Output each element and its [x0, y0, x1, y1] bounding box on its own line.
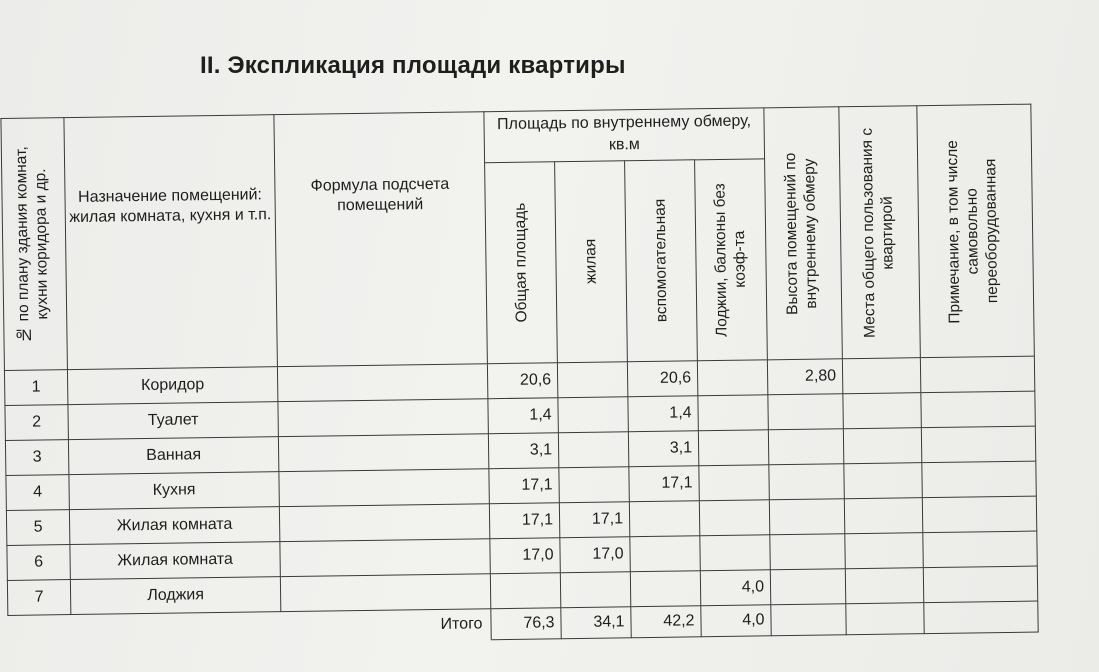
room-name: Ванная — [68, 437, 278, 475]
room-aux-area — [630, 571, 700, 607]
room-note — [922, 461, 1036, 498]
header-purpose: Назначение помещений: жилая комната, кухня и т.п. — [64, 115, 277, 370]
room-note — [922, 496, 1036, 533]
room-no: 1 — [4, 370, 67, 406]
room-no: 5 — [6, 510, 69, 546]
room-living-area — [558, 432, 628, 468]
room-total-area: 3,1 — [488, 433, 558, 469]
room-total-area: 17,0 — [490, 538, 560, 574]
room-total-area — [490, 573, 560, 609]
header-height: Высота помещений по внутреннему обмеру — [764, 107, 843, 360]
room-aux-area: 1,4 — [628, 396, 698, 432]
room-height — [770, 534, 845, 570]
room-height — [768, 429, 843, 465]
room-living-area: 17,1 — [559, 502, 629, 538]
header-common: Места общего пользования с квартирой — [839, 106, 921, 359]
header-loggias: Лоджии, балконы без коэф-та — [695, 159, 768, 361]
room-note — [921, 391, 1035, 428]
room-common — [843, 428, 921, 464]
room-total-area: 20,6 — [487, 363, 557, 399]
totals-aux-area: 42,2 — [631, 606, 701, 638]
room-aux-area — [630, 536, 700, 572]
room-common — [844, 498, 922, 534]
room-name: Туалет — [68, 402, 278, 440]
room-aux-area: 20,6 — [627, 361, 697, 397]
room-loggia-area — [698, 395, 768, 431]
room-formula — [277, 364, 487, 402]
room-no: 3 — [5, 440, 68, 476]
room-living-area — [559, 467, 629, 503]
room-common — [842, 358, 920, 394]
room-height: 2,80 — [767, 359, 842, 395]
room-total-area: 17,1 — [489, 503, 559, 539]
totals-label: Итого — [281, 609, 491, 643]
room-height — [768, 394, 843, 430]
room-aux-area: 3,1 — [628, 431, 698, 467]
room-no: 6 — [7, 545, 70, 581]
room-total-area: 17,1 — [489, 468, 559, 504]
room-no: 2 — [5, 405, 68, 441]
room-formula — [280, 574, 490, 612]
room-height — [769, 499, 844, 535]
header-note: Примечание, в том числе самовольно переоборудованная — [917, 104, 1035, 358]
room-note — [921, 426, 1035, 463]
explication-table — [0, 104, 1038, 647]
room-loggia-area — [699, 500, 769, 536]
totals-total-area: 76,3 — [491, 608, 561, 640]
room-living-area: 17,0 — [560, 537, 630, 573]
room-living-area — [557, 362, 627, 398]
room-common — [843, 393, 921, 429]
room-total-area: 1,4 — [488, 398, 558, 434]
room-common — [845, 568, 923, 604]
room-common — [844, 463, 922, 499]
header-total-area: Общая площадь — [485, 162, 558, 364]
room-height — [769, 464, 844, 500]
header-row-top — [1, 104, 1032, 169]
room-loggia-area — [697, 360, 767, 396]
room-no: 4 — [6, 475, 69, 511]
room-name: Коридор — [67, 367, 277, 405]
room-note — [920, 356, 1034, 393]
room-loggia-area — [700, 535, 770, 571]
header-auxiliary: вспомогательная — [625, 160, 698, 362]
room-note — [923, 531, 1037, 568]
totals-loggia-area: 4,0 — [701, 605, 771, 637]
room-height — [770, 569, 845, 605]
explication-sheet — [0, 73, 1099, 672]
room-formula — [279, 504, 489, 542]
room-common — [845, 533, 923, 569]
page-title: II. Экспликация площади квартиры — [200, 52, 626, 79]
room-loggia-area — [699, 465, 769, 501]
header-area-group: Площадь по внутреннему обмеру, кв.м — [484, 108, 765, 163]
room-living-area — [560, 572, 630, 608]
room-name: Жилая комната — [70, 542, 280, 580]
room-living-area — [558, 397, 628, 433]
room-formula — [278, 399, 488, 437]
room-loggia-area: 4,0 — [700, 570, 770, 606]
room-formula — [279, 469, 489, 507]
room-name: Лоджия — [70, 577, 280, 615]
room-aux-area: 17,1 — [629, 466, 699, 502]
header-living: жилая — [555, 161, 628, 363]
room-name: Кухня — [69, 472, 279, 510]
room-name: Жилая комната — [69, 507, 279, 545]
room-formula — [278, 434, 488, 472]
header-formula: Формула подсчета помещений — [274, 112, 487, 367]
room-loggia-area — [698, 430, 768, 466]
header-no: № по плану здания комнат, кухни коридора и др. — [1, 118, 68, 371]
room-no: 7 — [7, 580, 70, 616]
room-formula — [280, 539, 490, 577]
room-note — [923, 566, 1037, 603]
room-aux-area — [629, 501, 699, 537]
totals-living-area: 34,1 — [561, 607, 631, 639]
